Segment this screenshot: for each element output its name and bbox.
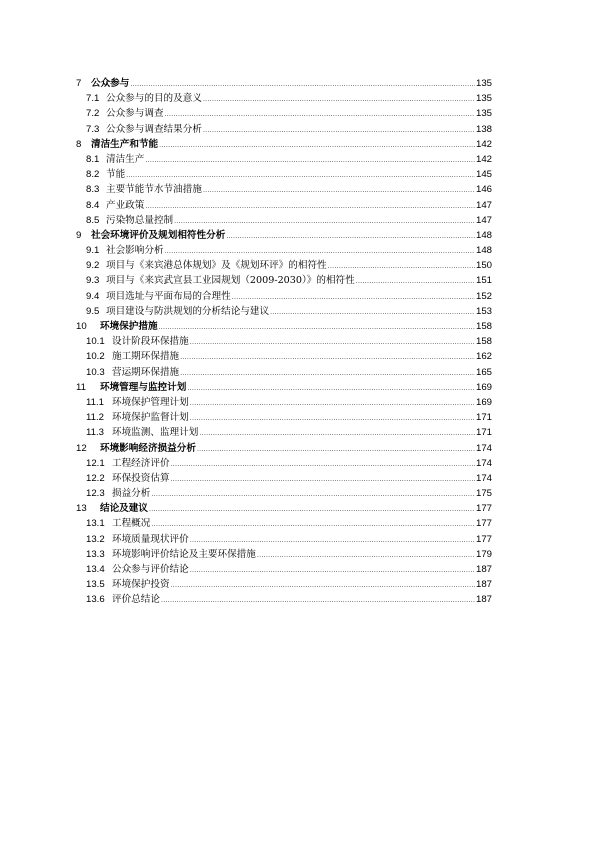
toc-leader (145, 199, 475, 214)
toc-title: 工程经济评价 (112, 457, 170, 469)
toc-title: 环境影响评价结论及主要环保措施 (112, 548, 256, 560)
toc-leader (165, 244, 475, 259)
toc-leader (126, 168, 475, 183)
toc-title: 社会影响分析 (106, 245, 164, 257)
toc-leader (180, 366, 475, 381)
toc-leader (145, 153, 475, 168)
toc-title: 环境管理与监控计划 (100, 381, 187, 393)
toc-page: 174 (475, 472, 492, 484)
toc-page: 179 (475, 548, 492, 560)
toc-leader (180, 350, 475, 365)
toc-section[interactable] (76, 577, 492, 592)
toc-section[interactable] (76, 243, 492, 258)
toc-leader (190, 396, 475, 411)
toc-number: 8.5 (86, 214, 100, 226)
toc-title: 公众参与评价结论 (112, 564, 189, 575)
toc-number: 8.1 (86, 153, 100, 165)
toc-page: 162 (475, 351, 492, 363)
toc-leader (328, 259, 475, 274)
toc-page: 148 (475, 245, 492, 257)
toc-page: 135 (475, 78, 492, 89)
toc-page: 146 (475, 184, 492, 196)
toc-section[interactable] (76, 182, 492, 197)
toc-number: 11.1 (86, 396, 104, 408)
toc-leader (161, 593, 475, 608)
toc-number: 13.1 (86, 518, 105, 530)
toc-page: 165 (475, 366, 492, 378)
toc-title: 污染物总量控制 (106, 214, 174, 226)
toc-page: 177 (475, 533, 492, 545)
toc-title: 设计阶段环保措施 (112, 336, 189, 348)
toc-leader (203, 123, 475, 138)
table-of-contents (76, 76, 492, 608)
toc-page: 177 (475, 503, 492, 515)
toc-section[interactable] (76, 562, 492, 577)
toc-section[interactable] (76, 532, 492, 547)
toc-page: 171 (475, 427, 492, 439)
toc-number: 12 (76, 442, 87, 454)
toc-leader (226, 229, 475, 244)
toc-page: 152 (475, 290, 492, 302)
toc-title: 社会环境评价及规划相符性分析 (91, 229, 226, 241)
toc-title: 施工期环保措施 (112, 351, 180, 363)
toc-title: 环境质量现状评价 (112, 533, 189, 545)
toc-page: 153 (475, 305, 492, 317)
toc-leader (232, 290, 475, 305)
toc-page: 158 (475, 336, 492, 348)
toc-number: 11.3 (86, 427, 104, 439)
toc-chapter[interactable] (76, 76, 492, 91)
toc-number: 13 (76, 503, 87, 515)
toc-leader (190, 563, 475, 578)
toc-number: 8.4 (86, 199, 100, 211)
toc-leader (151, 517, 475, 532)
toc-page: 148 (475, 229, 492, 241)
toc-number: 9.3 (86, 275, 100, 287)
toc-section[interactable] (76, 547, 492, 562)
toc-page: 138 (475, 123, 492, 135)
toc-number: 13.6 (86, 594, 105, 606)
toc-title: 公众参与调查结果分析 (106, 123, 202, 135)
toc-page: 174 (475, 442, 492, 454)
toc-section[interactable] (76, 198, 492, 213)
toc-leader (190, 411, 475, 426)
toc-title: 结论及建议 (100, 503, 148, 515)
toc-title: 公众参与调查 (106, 108, 164, 120)
toc-number: 8 (76, 138, 82, 150)
toc-section[interactable] (76, 410, 492, 425)
toc-section[interactable] (76, 471, 492, 486)
toc-number: 10.1 (86, 336, 105, 348)
toc-leader (130, 77, 475, 92)
toc-title: 环境保护监督计划 (112, 412, 189, 424)
toc-chapter[interactable] (76, 228, 492, 243)
toc-leader (257, 548, 475, 563)
toc-number: 7 (76, 78, 82, 89)
toc-leader (171, 457, 475, 472)
toc-leader (159, 138, 475, 153)
toc-section[interactable] (76, 122, 492, 137)
toc-number: 13.4 (86, 564, 105, 575)
toc-leader (190, 533, 475, 548)
toc-section[interactable] (76, 152, 492, 167)
toc-section[interactable] (76, 516, 492, 531)
toc-title: 营运期环保措施 (112, 366, 180, 378)
toc-title: 公众参与 (91, 78, 130, 89)
toc-page: 187 (475, 594, 492, 606)
toc-number: 10.2 (86, 351, 105, 363)
toc-number: 13.5 (86, 579, 105, 591)
toc-title: 项目与《来宾武宣县工业园规划（2009-2030）》的相符性 (106, 275, 355, 287)
toc-title: 环境保护管理计划 (112, 396, 189, 408)
toc-page: 150 (475, 260, 492, 272)
toc-title: 项目与《来宾港总体规划》及《规划环评》的相符性 (106, 260, 327, 272)
toc-chapter[interactable] (76, 137, 492, 152)
toc-leader (270, 305, 475, 320)
toc-section[interactable] (76, 106, 492, 121)
toc-title: 评价总结论 (112, 594, 160, 606)
toc-title: 公众参与的目的及意义 (106, 93, 202, 105)
toc-leader (151, 487, 475, 502)
toc-section[interactable] (76, 395, 492, 410)
toc-title: 工程概况 (112, 518, 151, 530)
toc-page: 142 (475, 138, 492, 150)
toc-section[interactable] (76, 258, 492, 273)
toc-number: 13.2 (86, 533, 105, 545)
toc-number: 9.5 (86, 305, 100, 317)
toc-section[interactable] (76, 213, 492, 228)
toc-number: 9 (76, 229, 82, 241)
toc-title: 损益分析 (112, 488, 151, 500)
toc-section[interactable] (76, 349, 492, 364)
toc-number: 11 (76, 381, 86, 393)
toc-page: 187 (475, 564, 492, 575)
toc-section[interactable] (76, 304, 492, 319)
toc-page: 169 (475, 396, 492, 408)
toc-title: 清洁生产 (106, 153, 145, 165)
toc-section[interactable] (76, 289, 492, 304)
toc-page: 171 (475, 412, 492, 424)
toc-title: 项目建设与防洪规划的分析结论与建议 (106, 305, 270, 317)
toc-number: 9.1 (86, 245, 100, 257)
toc-section[interactable] (76, 334, 492, 349)
toc-page: 187 (475, 579, 492, 591)
toc-title: 节能 (106, 169, 126, 181)
toc-section[interactable] (76, 592, 492, 607)
toc-page: 135 (475, 108, 492, 120)
toc-leader (187, 381, 475, 396)
toc-title: 环境保护措施 (100, 321, 158, 332)
toc-page: 175 (475, 488, 492, 500)
toc-section[interactable] (76, 365, 492, 380)
toc-number: 12.2 (86, 472, 105, 484)
toc-number: 10 (76, 321, 87, 332)
toc-chapter[interactable] (76, 319, 492, 334)
toc-page: 135 (475, 93, 492, 105)
toc-number: 8.2 (86, 169, 100, 181)
toc-leader (199, 426, 475, 441)
toc-page: 147 (475, 214, 492, 226)
toc-number: 7.1 (86, 93, 100, 105)
toc-leader (159, 320, 475, 335)
toc-leader (203, 92, 475, 107)
toc-page: 177 (475, 518, 492, 530)
toc-leader (197, 442, 475, 457)
toc-number: 7.3 (86, 123, 100, 135)
toc-leader (356, 274, 475, 289)
toc-number: 10.3 (86, 366, 105, 378)
toc-chapter[interactable] (76, 501, 492, 516)
toc-section[interactable] (76, 486, 492, 501)
toc-title: 清洁生产和节能 (91, 138, 159, 150)
toc-title: 项目选址与平面布局的合理性 (106, 290, 231, 302)
toc-leader (190, 335, 475, 350)
toc-leader (174, 214, 475, 229)
toc-section[interactable] (76, 91, 492, 106)
toc-number: 13.3 (86, 548, 105, 560)
toc-leader (203, 183, 475, 198)
toc-leader (149, 502, 475, 517)
toc-page: 169 (475, 381, 492, 393)
toc-chapter[interactable] (76, 380, 492, 395)
toc-page: 145 (475, 169, 492, 181)
toc-section[interactable] (76, 425, 492, 440)
toc-page: 151 (475, 275, 492, 287)
toc-section[interactable] (76, 167, 492, 182)
toc-number: 7.2 (86, 108, 100, 120)
toc-section[interactable] (76, 456, 492, 471)
toc-leader (165, 107, 475, 122)
toc-section[interactable] (76, 273, 492, 288)
toc-page: 174 (475, 457, 492, 469)
toc-title: 产业政策 (106, 199, 145, 211)
toc-number: 9.2 (86, 260, 100, 272)
toc-page: 147 (475, 199, 492, 211)
toc-title: 环境影响经济损益分析 (100, 442, 196, 454)
toc-title: 主要节能节水节油措施 (106, 184, 202, 196)
toc-page: 142 (475, 153, 492, 165)
toc-title: 环境保护投资 (112, 579, 170, 591)
toc-number: 12.3 (86, 488, 105, 500)
toc-leader (171, 578, 475, 593)
toc-leader (171, 472, 475, 487)
toc-number: 8.3 (86, 184, 100, 196)
toc-chapter[interactable] (76, 441, 492, 456)
toc-number: 11.2 (86, 412, 104, 424)
toc-page: 158 (475, 321, 492, 332)
toc-number: 12.1 (86, 457, 105, 469)
toc-title: 环保投资估算 (112, 472, 170, 484)
toc-number: 9.4 (86, 290, 100, 302)
toc-title: 环境监测、监理计划 (112, 427, 199, 439)
